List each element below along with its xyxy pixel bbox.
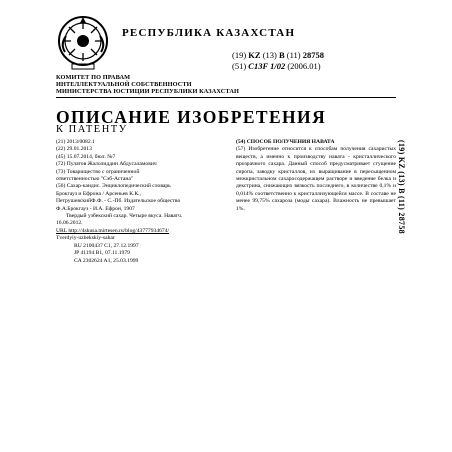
- kazakhstan-state-emblem-icon: [56, 14, 110, 72]
- field-73-line-2: ответственностью "Сэб-Астана": [56, 176, 134, 183]
- country-heading: РЕСПУБЛИКА КАЗАХСТАН: [122, 27, 296, 39]
- bibliographic-data: [56, 139, 224, 265]
- abstract-section: [236, 139, 396, 213]
- organization-line-3: МИНИСТЕРСТВА ЮСТИЦИИ РЕСПУБЛИКИ КАЗАХСТАН: [56, 88, 240, 95]
- reference-jp: JP 41194 B1, 07.11.1979: [74, 250, 130, 257]
- field-56-line-3: ПетрушевскийФ.Ф. - С.-Пб. Издательское общество: [56, 198, 181, 205]
- field-22: (22) 29.01.2013: [56, 146, 92, 153]
- header-divider: [56, 97, 396, 98]
- reference-url-line-2[interactable]: Tverdyiy-uzbekskiy-sahar: [56, 235, 115, 242]
- field-73-line-1: (73) Товарищество с ограниченной: [56, 168, 140, 175]
- invention-title: (54) СПОСОБ ПОЛУЧЕНИЯ НАВАТА: [236, 139, 335, 145]
- organization-line-2: ИНТЕЛЛЕКТУАЛЬНОЙ СОБСТВЕННОСТИ: [56, 81, 192, 88]
- inid-19: (19): [232, 50, 247, 60]
- field-45: (45) 15.07.2014, бюл. №7: [56, 153, 116, 160]
- field-56-line-2: Брокгауз и Ефрона / Арсеньев К.К.,: [56, 190, 141, 197]
- ipc-class: C13F 1/02: [248, 61, 286, 71]
- organization-line-1: КОМИТЕТ ПО ПРАВАМ: [56, 74, 131, 81]
- inid-51: (51): [232, 61, 247, 71]
- publication-number-line: [232, 50, 324, 60]
- field-56-line-4: Ф.А.Брокгауз - И.А. Ефрон, 1907: [56, 205, 135, 212]
- field-56-line-1: (56) Сахар-кандис. Энциклопедический словарь: [56, 183, 171, 190]
- inid-13: (13): [262, 50, 277, 60]
- document-title: ОПИСАНИЕ ИЗОБРЕТЕНИЯ: [56, 107, 327, 127]
- reference-ru: RU 2100437 C1, 27.12.1997: [74, 242, 139, 249]
- inid-11: (11): [286, 50, 301, 60]
- classification-line: [232, 61, 321, 71]
- vertical-publication-label: (19) KZ (13) B (11) 28758: [397, 140, 406, 234]
- reference-ca: CA 2302624 A1, 25.03.1999: [74, 257, 139, 264]
- abstract-text: (57) Изобретение относится к способам получения сахаристых веществ, а именно к производству навата - кристаллического прозрачного сахара. Данный способ предусматривает сгущение сиропа, заводку кристаллов, их выращивание в пересыщенном межкристальном сахаросодержащем растворе и введение белка и декстрина, снижающих вязкость последнего, в количестве 0,1% и 0,014% соответственно к кристаллизующейся массе. В составе не менее 99,75% сахароза (моды сахара). Влажность не превышает 1%.: [236, 146, 396, 212]
- country-code: KZ: [248, 50, 261, 60]
- kind-code: B: [279, 50, 285, 60]
- reference-web-line-2: 16.06.2012.: [56, 220, 83, 227]
- document-subtitle: К ПАТЕНТУ: [56, 124, 128, 135]
- field-21: (21) 2013/0082.1: [56, 139, 95, 145]
- field-72: (72) Пулатов Жалолиддин Абдусаламович: [56, 161, 157, 168]
- ipc-version: (2006.01): [287, 61, 321, 71]
- reference-web-line-1: Твердый узбекский сахар. Четыре вкуса. Наватч.: [66, 213, 183, 220]
- reference-url[interactable]: URL http://4skusa.mirtesen.ru/blog/43777934674/: [56, 227, 170, 234]
- patent-number: 28758: [302, 50, 325, 60]
